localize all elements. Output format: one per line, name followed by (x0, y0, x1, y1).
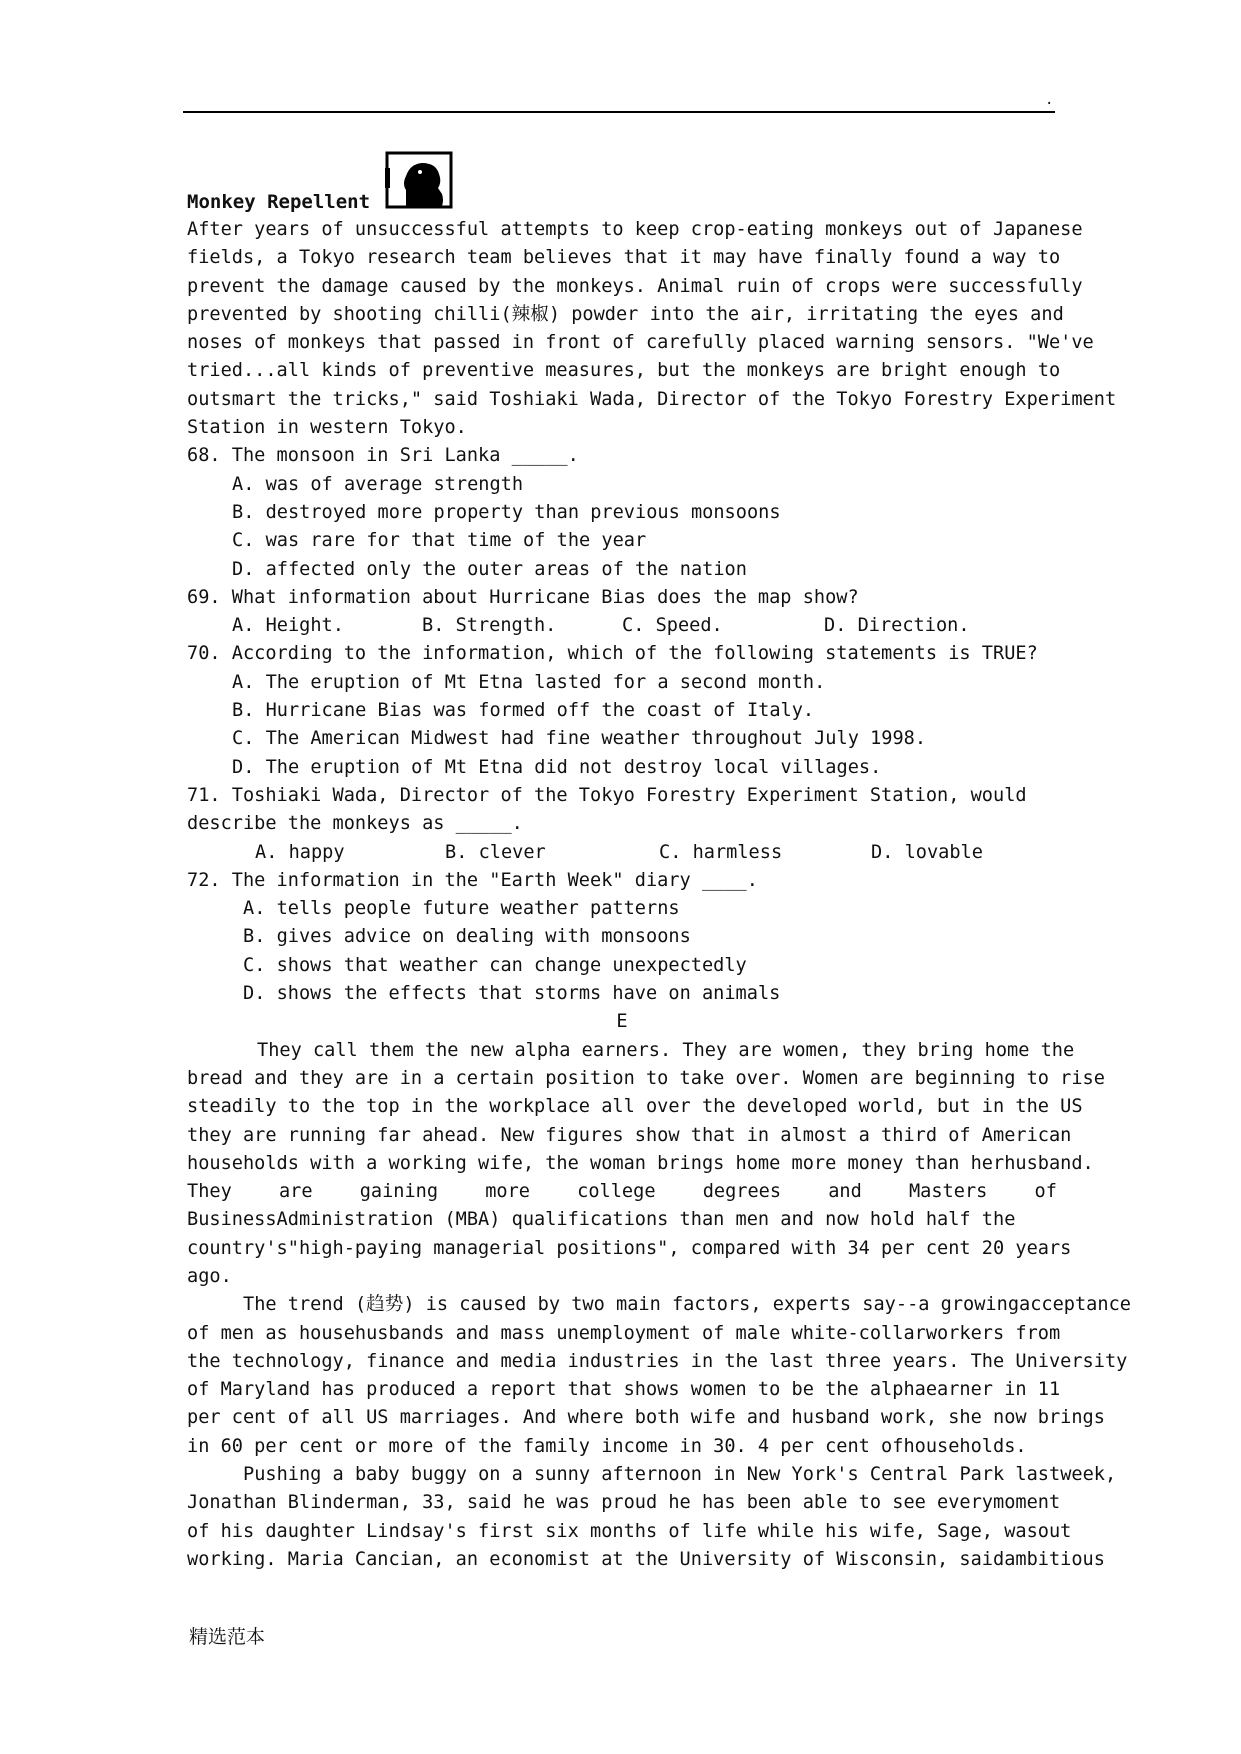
question-stem: 70. According to the information, which of the following statements is TRUE? (187, 643, 1038, 665)
option-d: D. The eruption of Mt Etna did not destroy local villages. (232, 756, 882, 778)
word: They (187, 1181, 232, 1203)
word: degrees (702, 1181, 782, 1203)
word: more (485, 1181, 530, 1203)
paragraph-line: per cent of all US marriages. And where both wife and husband work, she now brings (187, 1407, 1105, 1429)
passage-line: tried...all kinds of preventive measures, but the monkeys are bright enough to (187, 360, 1061, 382)
option-a: A. happy (255, 841, 345, 863)
passage-line: prevented by shooting chilli(辣椒) powder into the air, irritating the eyes and (187, 303, 1064, 325)
paragraph-line: BusinessAdministration (MBA) qualifications than men and now hold half the (187, 1209, 1016, 1231)
options-row (187, 839, 1057, 867)
option-b: B. clever (445, 841, 546, 863)
paragraph-line: in 60 per cent or more of the family income in 30. 4 per cent ofhouseholds. (187, 1435, 1027, 1457)
passage-line: noses of monkeys that passed in front of carefully placed warning sensors. "We've (187, 332, 1094, 354)
option-a: A. The eruption of Mt Etna lasted for a second month. (232, 671, 826, 693)
option-c: C. harmless (659, 841, 783, 863)
options-row (187, 612, 1057, 640)
article-title-row (187, 176, 1057, 216)
passage-line: outsmart the tricks," said Toshiaki Wada, Director of the Tokyo Forestry Experiment (187, 388, 1117, 410)
option-c: C. Speed. (622, 615, 723, 637)
question-70 (187, 640, 1057, 781)
page-content (187, 188, 1131, 1574)
question-stem: 72. The information in the "Earth Week" diary ____. (187, 869, 758, 891)
paragraph-line: Jonathan Blinderman, 33, said he was proud he has been able to see everymoment (187, 1492, 1061, 1514)
option-a: A. was of average strength (232, 473, 524, 495)
paragraph-line: they are running far ahead. New figures show that in almost a third of American (187, 1124, 1072, 1146)
question-69 (187, 584, 1057, 641)
passage-line: prevent the damage caused by the monkeys. Animal ruin of crops were successfully (187, 275, 1083, 297)
monkey-silhouette-icon (384, 150, 454, 210)
option-a: A. Height. (232, 615, 344, 637)
paragraph-line: Pushing a baby buggy on a sunny afternoon in New York's Central Park lastweek, (243, 1464, 1117, 1486)
paragraph-line: bread and they are in a certain position to take over. Women are beginning to rise (187, 1067, 1105, 1089)
paragraph-line: The trend (趋势) is caused by two main factors, experts say--a growingacceptance (243, 1294, 1131, 1316)
paragraph-line-justified (187, 1178, 1057, 1206)
paragraph-line: working. Maria Cancian, an economist at the University of Wisconsin, saidambitious (187, 1548, 1105, 1570)
paragraph-line: of Maryland has produced a report that shows women to be the alphaearner in 11 (187, 1379, 1061, 1401)
option-b: B. Hurricane Bias was formed off the coast of Italy. (232, 700, 815, 722)
option-c: C. was rare for that time of the year (232, 530, 647, 552)
page-footer: 精选范本 (189, 1626, 266, 1648)
word: Masters (908, 1181, 988, 1203)
passage-line: After years of unsuccessful attempts to keep crop-eating monkeys out of Japanese (187, 219, 1083, 240)
option-b: B. destroyed more property than previous monsoons (232, 501, 781, 523)
question-stem: 69. What information about Hurricane Bias does the map show? (187, 586, 859, 608)
paragraph-line: ago. (187, 1265, 232, 1287)
article-title: Monkey Repellent (187, 190, 371, 213)
passage-monkey (187, 216, 1117, 442)
paragraph-line: of his daughter Lindsay's first six months of life while his wife, Sage, wasout (187, 1520, 1072, 1542)
question-71 (187, 782, 1057, 867)
option-b: B. gives advice on dealing with monsoons (243, 926, 691, 948)
paragraph-line: of men as househusbands and mass unemployment of male white-collarworkers from (187, 1322, 1061, 1344)
word: and (828, 1181, 862, 1203)
question-stem: 71. Toshiaki Wada, Director of the Tokyo Forestry Experiment Station, would (187, 784, 1027, 806)
paragraph-2 (187, 1291, 1131, 1461)
question-68 (187, 442, 1057, 583)
option-d: D. Direction. (824, 615, 970, 637)
question-stem: 68. The monsoon in Sri Lanka _____. (187, 445, 579, 467)
option-c: C. shows that weather can change unexpectedly (243, 954, 747, 976)
option-c: C. The American Midwest had fine weather throughout July 1998. (232, 728, 927, 750)
word: are (278, 1181, 313, 1203)
passage-line: fields, a Tokyo research team believes that it may have finally found a way to (187, 247, 1061, 269)
question-72 (187, 867, 1057, 1008)
option-a: A. tells people future weather patterns (243, 898, 680, 920)
header-rule (183, 111, 1055, 113)
header-dot: . (1045, 92, 1054, 108)
option-b: B. Strength. (422, 615, 557, 637)
paragraph-line: country's"high-paying managerial positions", compared with 34 per cent 20 years (187, 1237, 1072, 1259)
paragraph-line: steadily to the top in the workplace all over the developed world, but in the US (187, 1096, 1083, 1118)
section-heading: E (616, 1011, 628, 1033)
word: gaining (359, 1181, 439, 1203)
option-d: D. lovable (871, 841, 983, 863)
paragraph-line: They call them the new alpha earners. They are women, they bring home the (257, 1039, 1075, 1061)
passage-line: Station in western Tokyo. (187, 417, 467, 439)
word: college (577, 1181, 656, 1203)
question-stem-cont: describe the monkeys as _____. (187, 813, 523, 835)
word: of (1034, 1181, 1057, 1203)
paragraph-1 (187, 1037, 1105, 1292)
option-d: D. shows the effects that storms have on animals (243, 983, 781, 1005)
paragraph-3 (187, 1461, 1117, 1574)
paragraph-line: the technology, finance and media industries in the last three years. The University (187, 1350, 1128, 1372)
option-d: D. affected only the outer areas of the nation (232, 558, 747, 580)
paragraph-line: households with a working wife, the woman brings home more money than herhusband. (187, 1152, 1094, 1174)
